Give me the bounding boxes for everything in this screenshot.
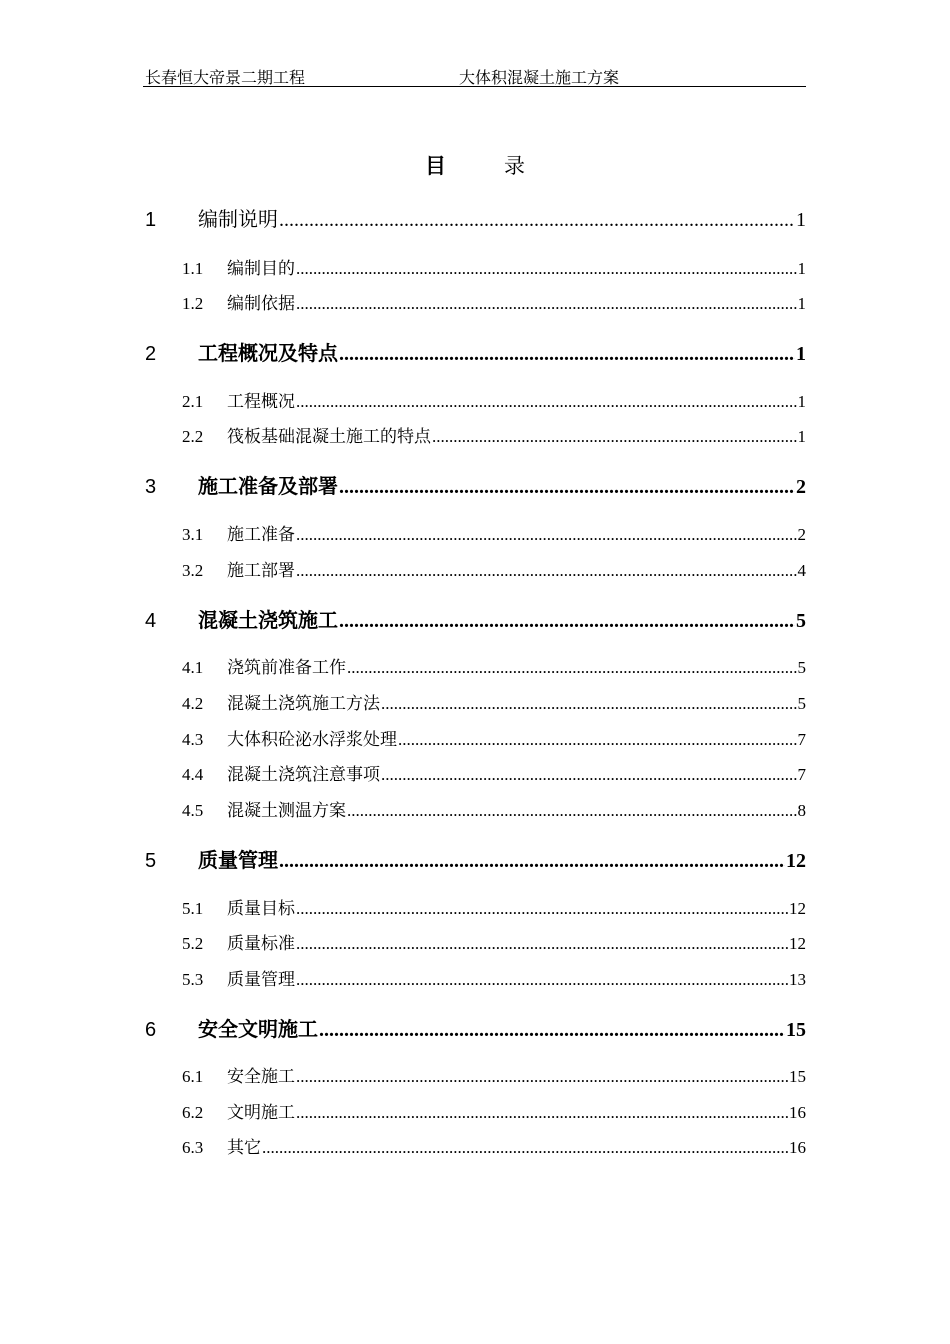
toc-entry-title: 混凝土浇筑施工 (198, 608, 338, 632)
toc-entry-number: 4.3 (182, 730, 204, 749)
toc-dot-leader (279, 850, 785, 873)
toc-chapter-entry[interactable] (143, 844, 806, 873)
toc-title-part2: 录 (504, 154, 525, 178)
toc-entry-title: 筏板基础混凝土施工的特点 (227, 427, 431, 447)
toc-page-number: 7 (797, 765, 806, 784)
toc-dot-leader (296, 1103, 788, 1123)
toc-page-number: 5 (797, 658, 806, 677)
toc-entry-number: 4.5 (182, 801, 204, 820)
toc-dot-leader (296, 934, 788, 954)
toc-page-number: 15 (789, 1067, 806, 1086)
toc-entry-number: 5.1 (182, 899, 204, 918)
toc-entry-number: 6.1 (182, 1067, 204, 1086)
toc-dot-leader (296, 561, 797, 581)
toc-section-entry[interactable] (182, 929, 806, 954)
toc-entry-number: 6.3 (182, 1138, 204, 1157)
toc-dot-leader (381, 694, 797, 714)
toc-entry-title: 质量管理 (227, 970, 295, 990)
toc-dot-leader (432, 427, 797, 447)
toc-dot-leader (347, 801, 797, 821)
toc-section-entry[interactable] (182, 422, 806, 447)
toc-dot-leader (296, 970, 788, 990)
toc-title (0, 150, 950, 180)
toc-section-entry[interactable] (182, 1133, 806, 1158)
toc-page-number: 2 (796, 476, 806, 498)
toc-dot-leader (296, 525, 797, 545)
toc-page-number: 12 (789, 934, 806, 953)
toc-entry-number: 3.1 (182, 525, 204, 544)
toc-dot-leader (296, 294, 797, 314)
toc-entry-number: 4 (145, 610, 157, 632)
toc-entry-number: 3 (145, 476, 157, 498)
toc-dot-leader (381, 765, 797, 785)
toc-entry-title: 施工准备 (227, 525, 295, 545)
toc-entry-number: 6 (145, 1019, 157, 1041)
toc-section-entry[interactable] (182, 796, 806, 821)
toc-page-number: 15 (786, 1019, 806, 1041)
toc-section-entry[interactable] (182, 1098, 806, 1123)
toc-entry-title: 安全文明施工 (198, 1017, 318, 1041)
toc-page-number: 7 (797, 730, 806, 749)
toc-dot-leader (296, 392, 797, 412)
toc-section-entry[interactable] (182, 760, 806, 785)
toc-chapter-entry[interactable] (143, 1013, 806, 1042)
toc-dot-leader (339, 343, 795, 366)
toc-section-entry[interactable] (182, 556, 806, 581)
toc-entry-number: 2.1 (182, 392, 204, 411)
toc-page-number: 1 (797, 259, 806, 278)
toc-entry-title: 质量管理 (198, 848, 278, 872)
toc-entry-number: 6.2 (182, 1103, 204, 1122)
toc-page-number: 1 (797, 294, 806, 313)
toc-title-part1: 目 (425, 154, 446, 178)
toc-page-number: 13 (789, 970, 806, 989)
toc-entry-title: 混凝土浇筑施工方法 (227, 694, 380, 714)
toc-page-number: 8 (797, 801, 806, 820)
toc-entry-title: 工程概况及特点 (198, 341, 338, 365)
toc-entry-number: 1 (145, 209, 157, 231)
toc-page-number: 16 (789, 1103, 806, 1122)
toc-chapter-entry[interactable] (143, 604, 806, 633)
toc-entry-title: 文明施工 (227, 1103, 295, 1123)
toc-section-entry[interactable] (182, 965, 806, 990)
toc-page-number: 1 (797, 427, 806, 446)
toc-section-entry[interactable] (182, 894, 806, 919)
toc-entry-title: 安全施工 (227, 1067, 295, 1087)
toc-entry-title: 大体积砼泌水浮浆处理 (227, 730, 397, 750)
toc-dot-leader (339, 610, 795, 633)
toc-entry-number: 3.2 (182, 561, 204, 580)
toc-entry-number: 5.3 (182, 970, 204, 989)
toc-entry-title: 编制依据 (227, 294, 295, 314)
toc-dot-leader (296, 899, 788, 919)
toc-chapter-entry[interactable] (143, 470, 806, 499)
toc-dot-leader (319, 1019, 785, 1042)
toc-entry-number: 5.2 (182, 934, 204, 953)
toc-page-number: 5 (796, 610, 806, 632)
toc-page-number: 1 (796, 209, 806, 231)
toc-page-number: 1 (797, 392, 806, 411)
toc-page-number: 12 (786, 850, 806, 872)
toc-entry-title: 其它 (227, 1138, 261, 1158)
toc-dot-leader (279, 209, 795, 232)
toc-entry-title: 施工准备及部署 (198, 474, 338, 498)
toc-page-number: 5 (797, 694, 806, 713)
toc-entry-title: 施工部署 (227, 561, 295, 581)
toc-page-number: 1 (796, 343, 806, 365)
toc-section-entry[interactable] (182, 289, 806, 314)
toc-entry-title: 浇筑前准备工作 (227, 658, 346, 678)
toc-entry-title: 混凝土浇筑注意事项 (227, 765, 380, 785)
toc-dot-leader (339, 476, 795, 499)
toc-entry-title: 混凝土测温方案 (227, 801, 346, 821)
toc-entry-title: 工程概况 (227, 392, 295, 412)
toc-dot-leader (347, 658, 797, 678)
toc-entry-title: 质量标准 (227, 934, 295, 954)
toc-page-number: 12 (789, 899, 806, 918)
header-document-title: 大体积混凝土施工方案 (459, 70, 620, 87)
toc-section-entry[interactable] (182, 689, 806, 714)
toc-section-entry[interactable] (182, 1062, 806, 1087)
toc-chapter-entry[interactable] (143, 337, 806, 366)
toc-entry-number: 1.1 (182, 259, 204, 278)
toc-section-entry[interactable] (182, 653, 806, 678)
toc-section-entry[interactable] (182, 254, 806, 279)
toc-entry-number: 4.4 (182, 765, 204, 784)
toc-entry-number: 2 (145, 343, 157, 365)
toc-section-entry[interactable] (182, 725, 806, 750)
toc-chapter-entry[interactable] (143, 203, 806, 232)
toc-entry-title: 质量目标 (227, 899, 295, 919)
toc-page-number: 4 (797, 561, 806, 580)
toc-section-entry[interactable] (182, 387, 806, 412)
toc-entry-title: 编制目的 (227, 259, 295, 279)
toc-entry-number: 5 (145, 850, 157, 872)
toc-entry-number: 4.2 (182, 694, 204, 713)
toc-entry-number: 4.1 (182, 658, 204, 677)
toc-dot-leader (262, 1138, 788, 1158)
toc-page-number: 16 (789, 1138, 806, 1157)
toc-dot-leader (398, 730, 797, 750)
toc-section-entry[interactable] (182, 520, 806, 545)
toc-page-number: 2 (797, 525, 806, 544)
toc-entry-number: 1.2 (182, 294, 204, 313)
page-header (143, 64, 806, 87)
toc-entry-title: 编制说明 (198, 207, 278, 231)
toc-entry-number: 2.2 (182, 427, 204, 446)
toc-dot-leader (296, 1067, 788, 1087)
header-project-name: 长春恒大帝景二期工程 (145, 70, 306, 87)
toc-dot-leader (296, 259, 797, 279)
